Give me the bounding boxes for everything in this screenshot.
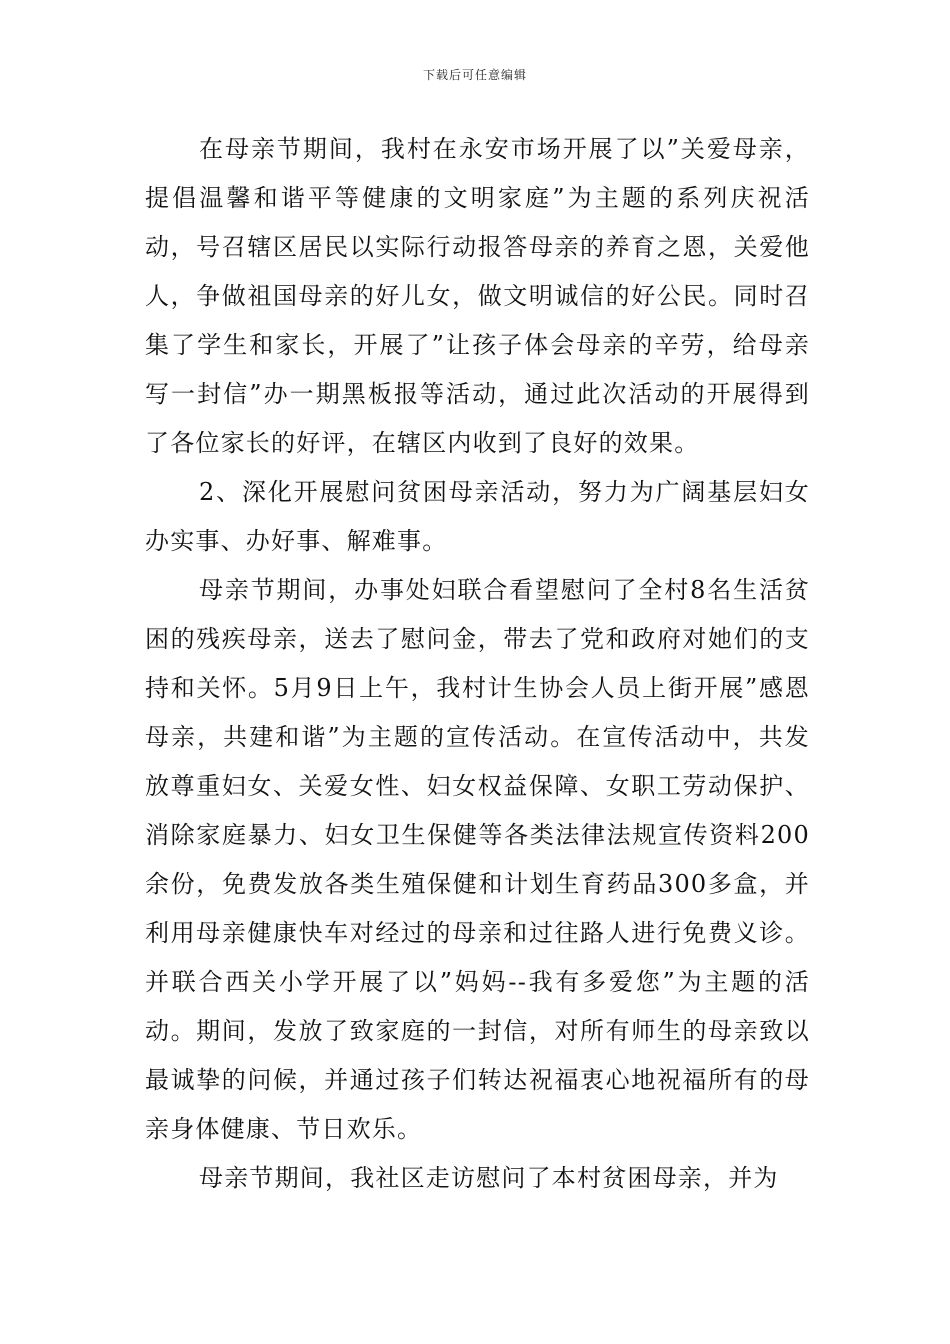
paragraph: 2、深化开展慰问贫困母亲活动，努力为广阔基层妇女办实事、办好事、解难事。: [145, 478, 810, 555]
paragraph: 母亲节期间，办事处妇联合看望慰问了全村8名生活贫困的残疾母亲，送去了慰问金，带去了党和政府对她们的支持和关怀。5月9日上午，我村计生协会人员上街开展”感恩母亲，共建和谐”为主题的宣传活动。在宣传活动中，共发放尊重妇女、关爱女性、妇女权益保障、女职工劳动保护、消除家庭暴力、妇女卫生保健等各类法律法规宣传资料200余份，免费发放各类生殖保健和计划生育药品300多盒，并利用母亲健康快车对经过的母亲和过往路人进行免费义诊。并联合西关小学开展了以”妈妈--我有多爱您”为主题的活动。期间，发放了致家庭的一封信，对所有师生的母亲致以最诚挚的问候，并通过孩子们转达祝福衷心地祝福所有的母亲身体健康、节日欢乐。: [145, 576, 810, 1143]
document-body: [145, 125, 810, 1203]
header-note: 下载后可任意编辑: [422, 68, 527, 82]
paragraph: 母亲节期间，我社区走访慰问了本村贫困母亲，并为: [199, 1164, 779, 1192]
paragraph: 在母亲节期间，我村在永安市场开展了以”关爱母亲，提倡温馨和谐平等健康的文明家庭”为主题的系列庆祝活动，号召辖区居民以实际行动报答母亲的养育之恩，关爱他人，争做祖国母亲的好儿女，做文明诚信的好公民。同时召集了学生和家长，开展了”让孩子体会母亲的辛劳，给母亲写一封信”办一期黑板报等活动，通过此次活动的开展得到了各位家长的好评，在辖区内收到了良好的效果。: [145, 135, 810, 457]
